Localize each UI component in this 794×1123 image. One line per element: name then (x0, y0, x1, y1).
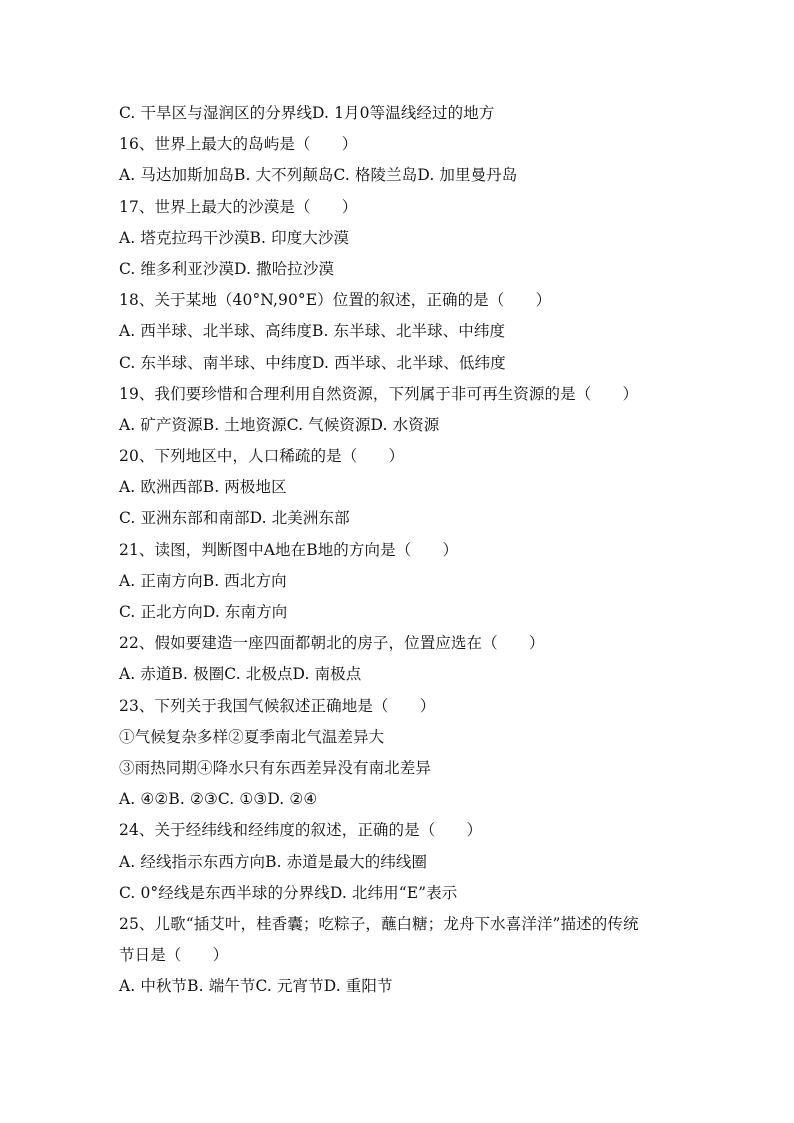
statements-q23-b: ③雨热同期④降水只有东西差异没有南北差异 (119, 758, 432, 777)
question-17: 17、世界上最大的沙漠是（ ） (119, 197, 358, 216)
statements-q23-a: ①气候复杂多样②夏季南北气温差异大 (119, 727, 385, 746)
question-22: 22、假如要建造一座四面都朝北的房子，位置应选在（ ） (119, 634, 545, 653)
question-25-continued: 节日是（ ） (119, 946, 229, 965)
options-q18-ab: A. 西半球、北半球、高纬度B. 东半球、北半球、中纬度 (119, 322, 506, 341)
question-23: 23、下列关于我国气候叙述正确地是（ ） (119, 696, 436, 715)
options-q18-cd: C. 东半球、南半球、中纬度D. 西半球、北半球、低纬度 (119, 353, 506, 372)
options-q20-cd: C. 亚洲东部和南部D. 北美洲东部 (119, 509, 350, 528)
question-list (119, 98, 679, 1002)
options-q21-ab: A. 正南方向B. 西北方向 (119, 571, 287, 590)
options-q17-cd: C. 维多利亚沙漠D. 撒哈拉沙漠 (119, 259, 335, 278)
options-q25: A. 中秋节B. 端午节C. 元宵节D. 重阳节 (119, 977, 393, 996)
options-q24-cd: C. 0°经线是东西半球的分界线D. 北纬用“E”表示 (119, 883, 458, 902)
question-16: 16、世界上最大的岛屿是（ ） (119, 135, 358, 154)
options-q16: A. 马达加斯加岛B. 大不列颠岛C. 格陵兰岛D. 加里曼丹岛 (119, 166, 518, 185)
options-q23: A. ④②B. ②③C. ①③D. ②④ (119, 790, 318, 809)
question-25: 25、儿歌“插艾叶，桂香囊；吃粽子，蘸白糖；龙舟下水喜洋洋”描述的传统 (119, 914, 639, 933)
question-20: 20、下列地区中，人口稀疏的是（ ） (119, 447, 405, 466)
question-24: 24、关于经纬线和经纬度的叙述，正确的是（ ） (119, 821, 483, 840)
question-21: 21、读图，判断图中A地在B地的方向是（ ） (119, 540, 459, 559)
option-line-q15-cd: C. 干旱区与湿润区的分界线D. 1月0等温线经过的地方 (119, 104, 495, 122)
options-q24-ab: A. 经线指示东西方向B. 赤道是最大的纬线圈 (119, 852, 428, 871)
options-q22: A. 赤道B. 极圈C. 北极点D. 南极点 (119, 665, 362, 684)
question-18: 18、关于某地（40°N,90°E）位置的叙述，正确的是（ ） (119, 291, 552, 310)
question-19: 19、我们要珍惜和合理利用自然资源，下列属于非可再生资源的是（ ） (119, 384, 639, 403)
options-q20-ab: A. 欧洲西部B. 两极地区 (119, 478, 287, 497)
options-q17-ab: A. 塔克拉玛干沙漠B. 印度大沙漠 (119, 228, 350, 247)
options-q19: A. 矿产资源B. 土地资源C. 气候资源D. 水资源 (119, 415, 440, 434)
options-q21-cd: C. 正北方向D. 东南方向 (119, 603, 288, 621)
